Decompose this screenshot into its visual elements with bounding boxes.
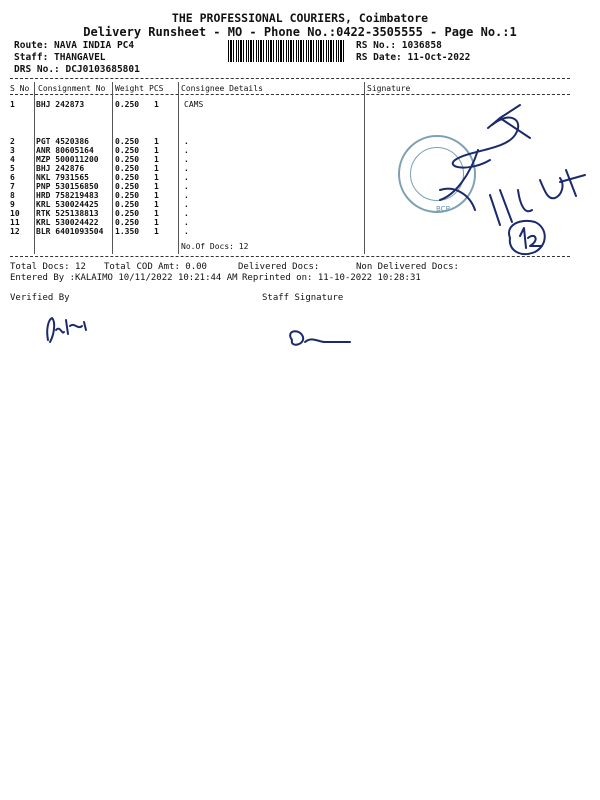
date-handwriting (490, 170, 585, 225)
total-docs: Total Docs: 12 (10, 262, 86, 272)
no-of-docs: No.Of Docs: 12 (181, 242, 249, 251)
table-row-pcs: 1 (154, 209, 159, 218)
rs-number: RS No.: 1036858 (356, 40, 442, 51)
route-label: Route: NAVA INDIA PC4 (14, 40, 135, 51)
table-row-sno: 5 (10, 164, 15, 173)
col-header-sno: S No (10, 84, 30, 93)
table-row-sno: 7 (10, 182, 15, 191)
table-row-pcs: 1 (154, 182, 159, 191)
table-row-consignment: BHJ 242876 (36, 164, 85, 173)
table-row-consignee: . (184, 209, 189, 218)
table-row-consignee: . (184, 137, 189, 146)
table-row-weight: 0.250 (115, 218, 140, 227)
table-row-consignment: KRL 530024425 (36, 200, 99, 209)
table-row-weight: 0.250 (115, 155, 140, 164)
col-header-consignee: Consignee Details (181, 84, 263, 93)
table-row-sno: 8 (10, 191, 15, 200)
verified-by-label: Verified By (10, 293, 70, 303)
table-row-consignee: . (184, 218, 189, 227)
table-row-weight: 0.250 (115, 182, 140, 191)
table-row-consignment: MZP 500011200 (36, 155, 99, 164)
runsheet-subtitle: Delivery Runsheet - MO - Phone No.:0422-3505555 - Page No.:1 (83, 25, 517, 39)
table-row-pcs: 1 (154, 227, 159, 236)
drs-number: DRS No.: DCJ0103685801 (14, 64, 140, 75)
table-row-weight: 1.350 (115, 227, 140, 236)
company-title: THE PROFESSIONAL COURIERS, Coimbatore (171, 11, 429, 25)
table-row-pcs: 1 (154, 173, 159, 182)
table-row-weight: 0.250 (115, 146, 140, 155)
table-row-sno: 10 (10, 209, 20, 218)
stamp-text: BCP (436, 205, 450, 213)
table-row-consignee: . (184, 227, 189, 236)
table-row-weight: 0.250 (115, 191, 140, 200)
table-row-pcs: 1 (154, 155, 159, 164)
table-row-weight: 0.250 (115, 100, 140, 109)
table-row-pcs: 1 (154, 164, 159, 173)
table-row-weight: 0.250 (115, 173, 140, 182)
col-header-pcs: PCS (149, 84, 164, 93)
table-row-consignment: PGT 4520386 (36, 137, 89, 146)
staff-label: Staff: THANGAVEL (14, 52, 106, 63)
table-row-weight: 0.250 (115, 209, 140, 218)
table-row-consignment: NKL 7931565 (36, 173, 89, 182)
table-row-pcs: 1 (154, 191, 159, 200)
staff-signature-label: Staff Signature (262, 293, 344, 303)
table-row-consignment: HRD 758219483 (36, 191, 99, 200)
rs-date: RS Date: 11-Oct-2022 (356, 52, 471, 63)
table-row-consignment: BLR 6401093504 (36, 227, 104, 236)
table-row-consignment: RTK 525138813 (36, 209, 99, 218)
table-row-sno: 11 (10, 218, 20, 227)
table-row-consignment: KRL 530024422 (36, 218, 99, 227)
table-row-consignee: CAMS (184, 100, 204, 109)
table-row-pcs: 1 (154, 137, 159, 146)
delivered-docs: Delivered Docs: (238, 262, 320, 272)
table-row-consignee: . (184, 173, 189, 182)
col-header-consignment: Consignment No (38, 84, 106, 93)
total-cod-amount: Total COD Amt: 0.00 (104, 262, 207, 272)
table-row-consignee: . (184, 155, 189, 164)
signature-tick (488, 105, 530, 138)
table-row-weight: 0.250 (115, 164, 140, 173)
circled-count (509, 221, 545, 254)
col-header-weight: Weight (115, 84, 144, 93)
table-row-sno: 3 (10, 146, 15, 155)
table-row-weight: 0.250 (115, 137, 140, 146)
table-row-consignment: ANR 80605164 (36, 146, 94, 155)
non-delivered-docs: Non Delivered Docs: (356, 262, 459, 272)
table-row-consignee: . (184, 146, 189, 155)
receiver-signature (440, 118, 518, 210)
table-row-weight: 0.250 (115, 200, 140, 209)
staff-signature-mark (290, 331, 350, 344)
table-row-consignment: PNP 530156850 (36, 182, 99, 191)
table-row-pcs: 1 (154, 100, 159, 109)
table-row-pcs: 1 (154, 218, 159, 227)
table-row-consignee: . (184, 182, 189, 191)
table-row-consignee: . (184, 200, 189, 209)
table-row-sno: 2 (10, 137, 15, 146)
table-row-pcs: 1 (154, 200, 159, 209)
reprinted-on: Reprinted on: 11-10-2022 10:28:31 (242, 273, 421, 283)
table-row-sno: 6 (10, 173, 15, 182)
table-row-sno: 4 (10, 155, 15, 164)
entered-by: Entered By :KALAIMO 10/11/2022 10:21:44 AM (10, 273, 238, 283)
verifier-signature (47, 318, 86, 342)
table-row-consignee: . (184, 191, 189, 200)
table-row-sno: 12 (10, 227, 20, 236)
table-row-consignment: BHJ 242873 (36, 100, 85, 109)
table-row-consignee: . (184, 164, 189, 173)
table-row-sno: 9 (10, 200, 15, 209)
table-row-sno: 1 (10, 100, 15, 109)
col-header-signature: Signature (367, 84, 411, 93)
table-row-pcs: 1 (154, 146, 159, 155)
